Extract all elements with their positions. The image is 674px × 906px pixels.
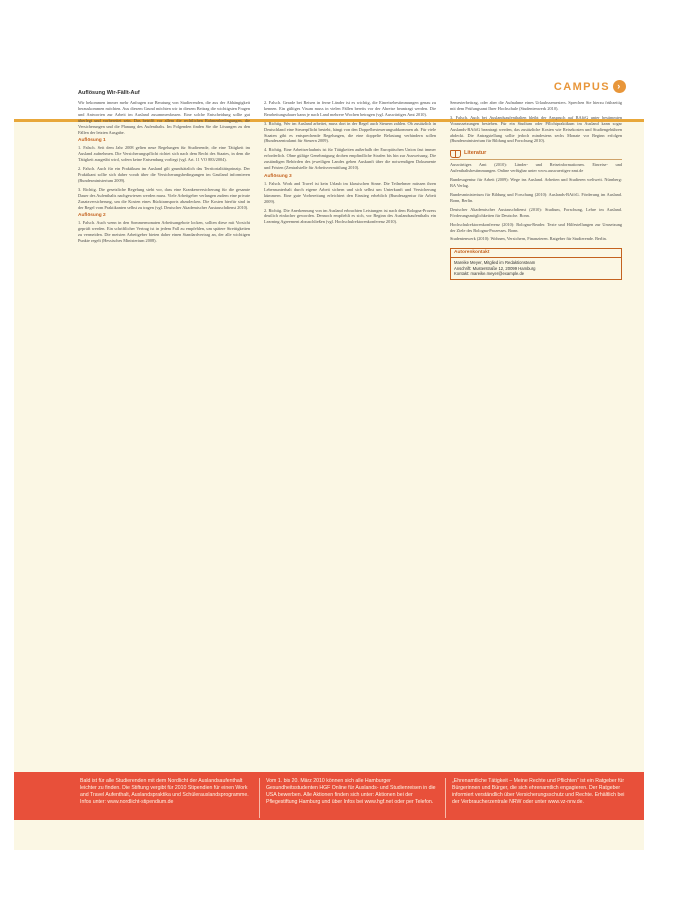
contact-lines [451,258,621,279]
paragraph: 3. Richtig. Die gesetzliche Regelung sieht vor, dass eine Krankenversicherung für die gesamte Dauer des Aufenthalts nachgewiesen werden muss. Viele Arbeitgeber verlangen zudem eine private Zusatzversicherung, um die Kosten eines Rücktransports abzudecken. Die Kosten hierfür sind in der Regel vom Praktikanten selbst zu tragen (vgl. Deutscher Akademischer Austauschdienst 2010). [78,186,250,210]
text-column-3 [450,100,622,280]
section-title: CAMPUS [553,80,610,93]
paragraph: 3. Falsch. Auch bei Auslandsaufenthalten bleibt der Anspruch auf BAföG unter bestimmten Voraussetzungen bestehen. Für ein Studium oder Pflichtpraktikum im Ausland kann sogar Auslands-BAföG beantragt werden, das zusätzliche Kosten wie Reisekosten und Studiengebühren abdeckt. Die Antragstellung sollte jedoch mindestens sechs Monate vor Beginn erfolgen (Bundesministerium für Bildung und Forschung 2010). [450,114,622,144]
literature-title: Literatur [464,150,487,157]
footer-divider [445,778,446,818]
subheading: Auflösung 2 [78,213,106,219]
literature-heading [450,150,622,160]
paragraph: Wir bekommen immer mehr Anfragen zur Beratung von Studierenden, die aus der Abhängigkeit herauskommen möchten. Aus diesem Grund möchten wir in diesem Beitrag die wichtigsten Fragen und Antworten zur Arbeit im Ausland zusammenfassen. Eine solche Entscheidung sollte gut überlegt und vorbereitet sein. Das betrifft vor allem die rechtlichen Rahmenbedingungen, die Versicherungen und die Planung des Aufenthalts. Im Folgenden finden Sie die Lösungen zu den Fällen der letzten Ausgabe. [78,100,250,135]
subheading: Auflösung 1 [78,138,106,144]
paragraph: 2. Falsch. Gerade bei Reisen in ferne Länder ist es wichtig, die Einreisebestimmungen genau zu kennen. Ein gültiges Visum muss in vielen Fällen bereits vor der Abreise beantragt werden. Die Bearbeitungsdauer kann je nach Land mehrere Wochen betragen (vgl. Auswärtiges Amt 2010). [264,100,436,117]
reference-item: Studentenwerk (2010): Wohnen, Versichern, Finanzieren. Ratgeber für Studierende. Berlin. [450,236,607,242]
contact-title: Autorenkontakt [451,249,621,258]
paragraph: 1. Falsch. Work and Travel ist kein Urlaub im klassischen Sinne. Die Teilnehmer müssen ihren Lebensunterhalt durch eigene Arbeit sichern und sich selbst um Unterkunft und Versicherung kümmern. Eine gute Vorbereitung erleichtert den Einstieg erheblich (Bundesagentur für Arbeit 2009). [264,180,436,204]
paragraph: Semesterbeitrag, oder aber die Aufnahme eines Urlaubssemesters. Sprechen Sie hierzu frühzeitig mit dem Prüfungsamt Ihrer Hochschule (Studentenwerk 2010). [450,100,622,111]
author-contact-box [450,248,622,280]
text-column-2 [264,100,436,228]
reference-item: Bundesministerium für Bildung und Forschung (2010): Auslands-BAföG. Förderung im Ausland. Bonn, Berlin. [450,191,622,203]
article-label: Auflösung Wir-Fällt-Auf [78,90,140,96]
paragraph: 3. Richtig. Wer im Ausland arbeitet, muss dort in der Regel auch Steuern zahlen. Ob zusätzlich in Deutschland eine Steuerpflicht besteht, hängt von den Doppelbesteuerungsabkommen ab. Für viele Staaten gibt es entsprechende Regelungen, die eine doppelte Belastung verhindern sollen (Bundeszentralamt für Steuern 2009). [264,120,436,144]
paragraph: 1. Falsch. Seit dem Jahr 2008 gelten neue Regelungen für Studierende, die eine Tätigkeit im Ausland aufnehmen. Die Versicherungspflicht richtet sich nach dem Recht des Staates, in dem die Tätigkeit ausgeübt wird, sofern keine Entsendung vorliegt (vgl. Art. 11 VO 883/2004). [78,145,250,163]
book-icon [450,150,461,158]
contact-line: Mareike Meyer, Mitglied im Redaktionsteam [454,260,536,266]
footer-box-3: „Ehrenamtliche Tätigkeit – Meine Rechte und Pflichten“ ist ein Ratgeber für Bürgerinnen und Bürger, die sich ehrenamtlich engagieren. Der Ratgeber informiert verständlich über Versicherungsschutz und Rechte. Erhältlich bei der Verbraucherzentrale NRW oder unter www.vz-nrw.de. [452,778,625,805]
text-column-1 [78,100,250,247]
paragraph: 2. Falsch. Auch für ein Praktikum im Ausland gilt grundsätzlich das Territorialitätsprinzip. Der Praktikant sollte sich daher vorab über die Versicherungsbedingungen im Gastland informieren (Bundesministerium 2009). [78,166,250,183]
reference-item: Deutscher Akademischer Austauschdienst (2010): Studium, Forschung, Lehre im Ausland. Förderungsmöglichkeiten für Deutsche. Bonn. [450,206,622,218]
paragraph: 2. Richtig. Die Anerkennung von im Ausland erbrachten Leistungen ist nach dem Bologna-Prozess deutlich einfacher geworden. Dennoch empfiehlt es sich, vor Beginn des Auslandsaufenthalts ein Learning Agreement abzuschließen (vgl. Hochschulrektorenkonferenz 2010). [264,207,436,225]
reference-list [450,162,622,242]
paragraph: 4. Richtig. Eine Arbeitserlaubnis ist für Tätigkeiten außerhalb der Europäischen Union fast immer erforderlich. Ohne gültige Genehmigung drohen empfindliche Strafen bis hin zur Ausweisung. Die zuständigen Behörden des jeweiligen Landes geben Auskunft über die notwendigen Dokumente und Fristen (Zentralstelle für Arbeitsvermittlung 2010). [264,147,436,171]
contact-line: Kontakt: mareike.meyer@example.de [454,271,525,277]
paragraph: 1. Falsch. Auch wenn in den Sommermonaten Arbeitsangebote locken, sollten diese mit Vorsicht geprüft werden. Ein schriftlicher Vertrag ist in jedem Fall zu empfehlen, um spätere Streitigkeiten zu vermeiden. Die meisten Arbeitgeber bieten daher einen Standardvertrag an, der alle wichtigen Punkte regelt (Hessisches Ministerium 2008). [78,220,250,244]
section-header [554,80,626,93]
footer-box-2: Vom 1. bis 20. März 2010 können sich alle Hamburger Gesundheitsstudenten HGF Online für Auslands- und Studienreisen in die USA bewerben. Alle Aktionen finden sich unter: Aktionen bei der Pflegestiftung Hamburg und über Infos bei www.hgf.net oder per Telefon. [266,778,436,805]
chevron-right-icon: › [613,80,626,93]
reference-item: Hochschulrektorenkonferenz (2010): Bologna-Reader. Texte und Hilfestellungen zur Umsetzung der Ziele des Bologna-Prozesses. Bonn. [450,221,622,233]
subheading: Auflösung 3 [264,173,292,179]
footer-box-1: Bald ist für alle Studierenden mit dem Nordlicht der Auslandsaufenthalt leichter zu finden. Die Stiftung vergibt für 2010 Stipendien für einen Work and Travel Aufenthalt, Auslandspraktika und Schülerauslandsprogramme. Infos unter: www.nordlicht-stipendium.de [80,778,249,805]
footer-divider [259,778,260,818]
reference-item: Bundesagentur für Arbeit (2009): Wege ins Ausland. Arbeiten und Studieren weltweit. Nürnberg: BA Verlag. [450,177,622,189]
reference-item: Auswärtiges Amt (2010): Länder- und Reiseinformationen. Einreise- und Aufenthaltsbestimmungen. Online verfügbar unter www.auswaertiges-amt.de [450,162,622,174]
contact-line: Anschrift: Musterstraße 12, 20099 Hamburg [454,265,536,271]
